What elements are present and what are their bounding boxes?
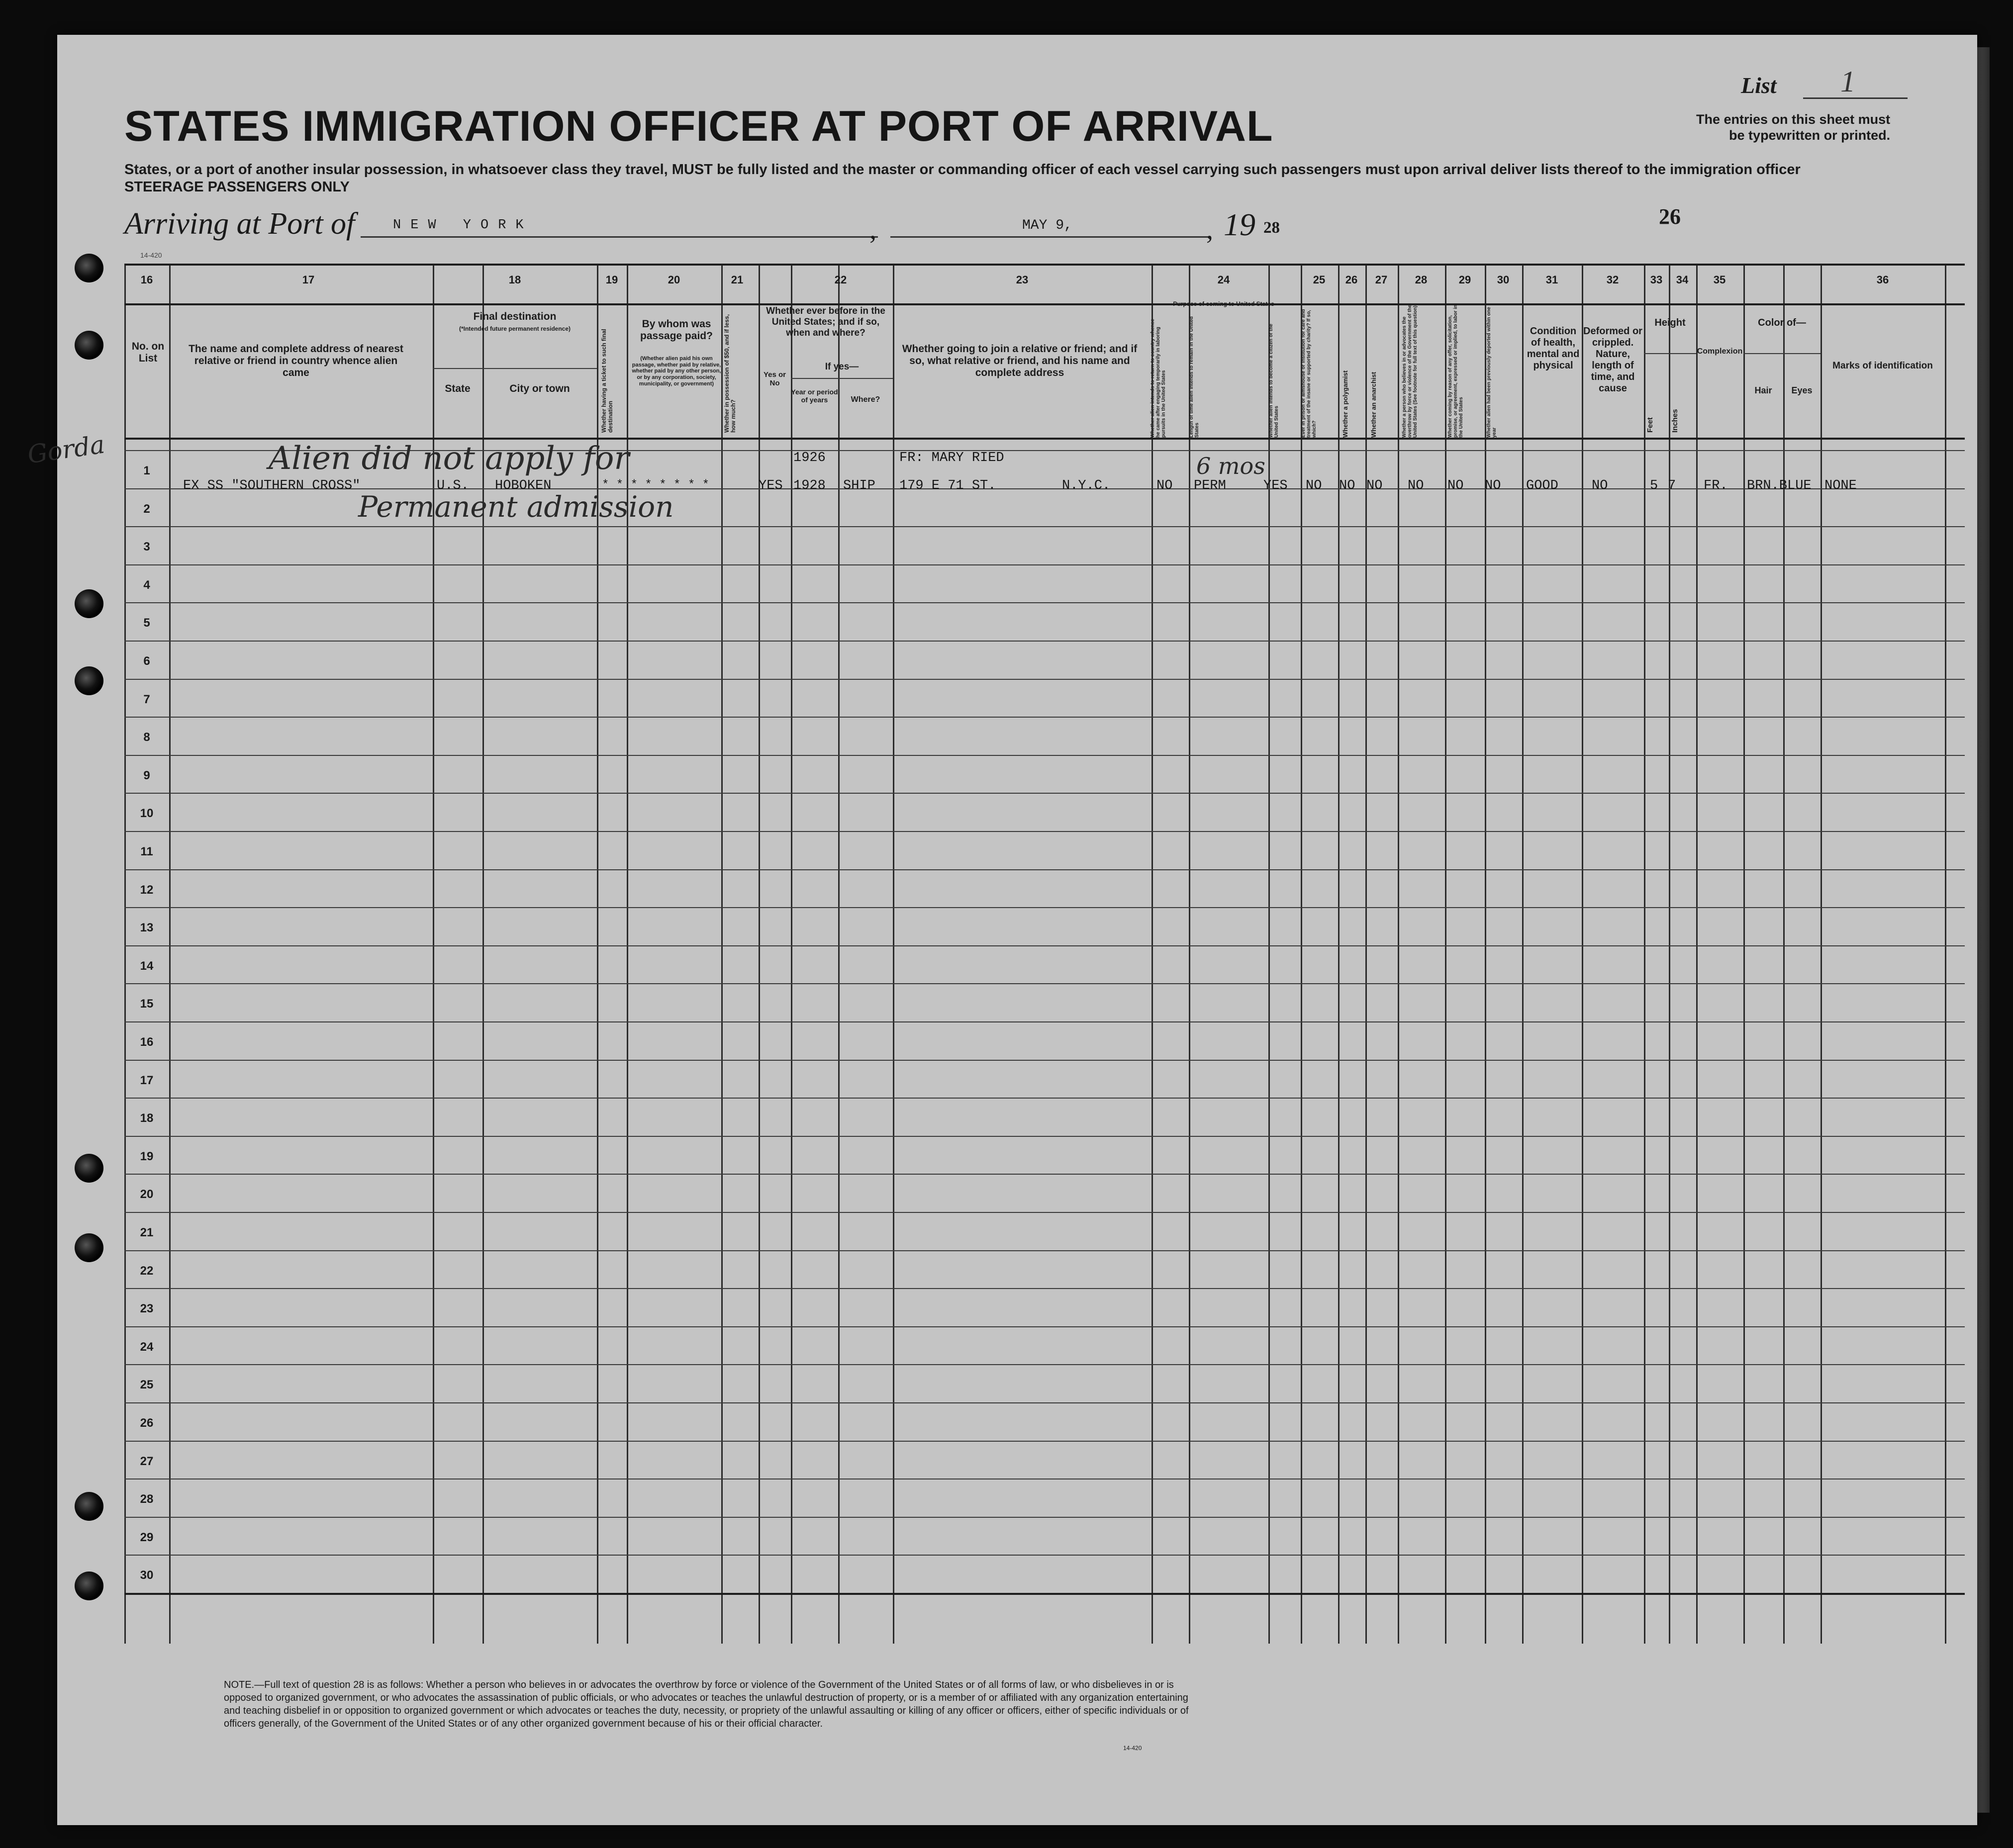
grid-row-line	[124, 1250, 1965, 1251]
list-underline	[1803, 97, 1908, 99]
header-feet: Feet	[1646, 417, 1654, 433]
entry-marks: NONE	[1824, 478, 1857, 493]
grid-row-line	[124, 869, 1965, 870]
list-label: List	[1741, 73, 1777, 98]
column-number: 26	[1345, 274, 1358, 286]
entry-city: HOBOKEN	[495, 478, 552, 493]
row-number: 6	[143, 654, 150, 668]
header-no-on-list: No. on List	[131, 341, 165, 365]
grid-row-line	[124, 831, 1965, 832]
grid-column-line	[1783, 264, 1785, 1644]
grid-row-line	[124, 1021, 1965, 1022]
column-number: 33	[1650, 274, 1663, 286]
grid-column-line	[1522, 264, 1524, 1644]
port-value: NEW YORK	[393, 218, 533, 233]
grid-row-line	[124, 983, 1965, 984]
row-number: 15	[140, 997, 154, 1011]
subheader-line	[791, 378, 893, 379]
column-number: 27	[1375, 274, 1388, 286]
grid-row-line	[124, 1555, 1965, 1556]
header-eyes: Eyes	[1791, 385, 1813, 395]
header-citizen: Whether alien intends to become a citizen of the United States	[1268, 324, 1279, 438]
grid-row-line	[124, 717, 1965, 718]
grid-column-line	[1945, 264, 1946, 1644]
grid-column-line	[1445, 264, 1446, 1644]
binder-hole	[75, 331, 103, 360]
entry-complexion: FR.	[1704, 478, 1728, 493]
grid-row-line	[124, 488, 1965, 489]
column-number: 20	[668, 274, 680, 286]
grid-row-line	[124, 1098, 1965, 1099]
grid-column-line	[169, 264, 171, 1644]
binder-hole	[75, 254, 103, 282]
header-health: Condition of health, mental and physical	[1527, 326, 1580, 371]
header-join-relative: Whether going to join a relative or friend; and if so, what relative or friend, and his name and complete address	[902, 343, 1138, 379]
grid-row-line	[124, 602, 1965, 603]
header-offer-labor: Whether coming by reason of any offer, solicitation, promise, or agreement, expressed or implied, to labor in the United States	[1447, 304, 1464, 438]
grid-row-line	[124, 264, 1965, 266]
column-number: 35	[1713, 274, 1726, 286]
grid-row-line	[124, 1212, 1965, 1213]
grid-row-line	[124, 1060, 1965, 1061]
row-number: 2	[143, 502, 150, 516]
grid-row-line	[124, 564, 1965, 565]
entry-prison: NO	[1306, 478, 1322, 493]
list-number: 1	[1840, 65, 1855, 98]
column-number: 24	[1217, 274, 1230, 286]
column-number: 30	[1497, 274, 1510, 286]
grid-row-line	[124, 907, 1965, 908]
grid-row-line	[124, 1364, 1965, 1365]
binder-hole	[75, 1154, 103, 1183]
column-number: 28	[1415, 274, 1428, 286]
grid-column-line	[1365, 264, 1367, 1644]
row-number: 3	[143, 540, 150, 554]
entry-state: U.S.	[437, 478, 469, 493]
manifest-table	[25, 264, 1965, 1644]
header-inches: Inches	[1671, 409, 1679, 433]
row-number: 4	[143, 578, 150, 592]
header-yes-no: Yes or No	[763, 370, 786, 388]
handwritten-length-note: 6 mos	[1196, 453, 1265, 479]
grid-column-line	[893, 264, 894, 1644]
row-number: 11	[140, 845, 153, 858]
grid-row-line	[124, 945, 1965, 946]
row-number: 9	[143, 769, 150, 782]
row-number: 1	[143, 464, 150, 477]
grid-column-line	[1268, 264, 1270, 1644]
page-title: STATES IMMIGRATION OFFICER AT PORT OF ARRIVAL	[124, 102, 1273, 150]
column-number: 29	[1458, 274, 1471, 286]
header-if-yes: If yes—	[825, 362, 859, 372]
row-number: 20	[140, 1188, 154, 1201]
handwritten-note-line2: Permanent admission	[358, 490, 674, 524]
grid-column-line	[1338, 264, 1340, 1644]
row-number: 10	[140, 807, 154, 820]
header-deported: Whether alien had been previously deported within one year	[1486, 307, 1497, 438]
entry-join-address: 179 E 71 ST.	[899, 478, 996, 493]
grid-column-line	[1669, 264, 1670, 1644]
binder-hole	[75, 666, 103, 695]
entry-relative: EX SS "SOUTHERN CROSS"	[183, 478, 361, 493]
header-deformed: Deformed or crippled. Nature, length of time, and cause	[1583, 326, 1642, 394]
entry-overthrow: NO	[1408, 478, 1424, 493]
header-marks: Marks of identification	[1832, 361, 1933, 371]
row-number: 25	[140, 1378, 154, 1391]
entry-ever-before: YES	[759, 478, 783, 493]
sheet-number: 26	[1659, 204, 1681, 229]
header-passage-paid: By whom was passage paid?	[640, 318, 713, 342]
entry-year: 1928	[793, 478, 826, 493]
year-suffix: 28	[1263, 219, 1280, 237]
entry-offer-labor: NO	[1447, 478, 1464, 493]
steerage-label: STEERAGE PASSENGERS ONLY	[124, 179, 350, 195]
header-complexion: Complexion	[1697, 347, 1743, 356]
row-number: 18	[140, 1111, 154, 1125]
column-number: 23	[1016, 274, 1029, 286]
entry-feet: 5	[1650, 478, 1658, 493]
entries-note	[1696, 112, 1890, 144]
grid-column-line	[838, 264, 840, 1644]
column-number: 22	[834, 274, 847, 286]
header-fifty-dollars: Whether in possession of $50, and if less, how much?	[723, 314, 737, 433]
column-number: 32	[1606, 274, 1619, 286]
separator-comma: ,	[1206, 214, 1213, 245]
binder-hole	[75, 1492, 103, 1521]
entry-deported: NO	[1485, 478, 1501, 493]
header-color: Color of—	[1758, 317, 1806, 328]
entry-intends-return: NO	[1156, 478, 1173, 493]
entry-deformed: NO	[1592, 478, 1608, 493]
column-number: 18	[508, 274, 521, 286]
header-height: Height	[1654, 317, 1686, 328]
header-anarchist: Whether an anarchist	[1370, 371, 1377, 438]
row-number: 8	[143, 731, 150, 744]
column-number: 34	[1676, 274, 1689, 286]
separator-comma: ,	[869, 214, 876, 245]
grid-column-line	[791, 264, 792, 1644]
grid-column-line	[1582, 264, 1583, 1644]
grid-row-line	[124, 1517, 1965, 1518]
row-number: 7	[143, 693, 150, 706]
row-number: 14	[140, 959, 154, 973]
grid-column-line	[1743, 264, 1745, 1644]
grid-column-line	[1821, 264, 1822, 1644]
date-underline	[890, 236, 1209, 238]
grid-row-line	[124, 1326, 1965, 1327]
grid-row-line	[124, 641, 1965, 642]
grid-column-line	[721, 264, 723, 1644]
subheader-line	[1743, 353, 1821, 354]
header-length-stay: Length of time alien intends to remain in the United States	[1189, 316, 1200, 438]
intro-text: States, or a port of another insular possession, in whatsoever class they travel, MUST be fully listed and the master or commanding officer of each vessel carrying such passengers must upon arrival deliver lists thereof to the immigration officer	[124, 162, 1801, 178]
grid-row-line	[124, 1288, 1965, 1289]
row-number: 5	[143, 616, 150, 630]
binder-hole	[75, 1571, 103, 1600]
header-final-destination-sub: (*Intended future permanent residence)	[459, 325, 571, 332]
entry-citizen: YES	[1263, 478, 1288, 493]
binder-hole	[75, 589, 103, 618]
column-number: 17	[302, 274, 315, 286]
grid-row-line	[124, 793, 1965, 794]
column-number: 21	[731, 274, 744, 286]
port-underline	[361, 236, 878, 238]
grid-row-line	[124, 526, 1965, 527]
grid-column-line	[1151, 264, 1153, 1644]
header-where: Where?	[851, 395, 880, 404]
entry-paid-marks: * * * * * * * *	[602, 478, 710, 492]
row-number: 12	[140, 883, 154, 897]
entries-note-line: be typewritten or printed.	[1729, 127, 1891, 143]
header-prison: Ever in prison or almshouse or institution for care and treatment of the insane or supported by charity? If so, which?	[1301, 309, 1317, 438]
header-ever-before: Whether ever before in the United States; and if so, when and where?	[766, 306, 885, 338]
column-number: 25	[1313, 274, 1326, 286]
grid-column-line	[1696, 264, 1698, 1644]
footnote-code: 14-420	[1123, 1745, 1142, 1752]
header-purpose: Purpose of coming to United States	[1173, 300, 1274, 307]
row-number: 22	[140, 1264, 154, 1278]
row-number: 28	[140, 1492, 154, 1506]
header-polygamist: Whether a polygamist	[1342, 370, 1349, 438]
entry-join-city: N.Y.C.	[1062, 478, 1111, 493]
subheader-line	[433, 368, 597, 369]
row-number: 24	[140, 1340, 154, 1354]
header-city: City or town	[509, 383, 570, 394]
entry-hair-eyes: BRN.BLUE	[1747, 478, 1812, 493]
header-passage-paid-sub: (Whether alien paid his own passage, whether paid by relative, whether paid by any other person, or by any corporation, society, municipality, or government)	[632, 356, 721, 387]
grid-row-line	[124, 438, 1965, 440]
row-number: 26	[140, 1416, 154, 1430]
header-relative-address: The name and complete address of nearest relative or friend in country whence alien came	[189, 343, 403, 379]
grid-column-line	[1301, 264, 1302, 1644]
grid-column-line	[1485, 264, 1486, 1644]
header-ticket: Whether having a ticket to such final destination	[600, 329, 614, 433]
grid-row-line	[124, 303, 1965, 305]
column-number: 31	[1545, 274, 1558, 286]
row-number: 27	[140, 1455, 154, 1468]
form-code: 14-420	[140, 251, 162, 259]
column-number: 36	[1876, 274, 1889, 286]
footnote: NOTE.—Full text of question 28 is as follows: Whether a person who believes in or advocates the overthrow by force or violence of the Government of the United States or of all forms of law, or who disbelieves in or is opposed to organized government, or who advocates the assassination of public officials, or who advocates or teaches the unlawful destruction of property, or is a member of or affiliated with any organization entertaining and teaching disbelief in or opposition to organized government or which advocates or teaches the duty, necessity, or propriety of the unlawful assaulting or killing of any officer or officers, either of specific individuals or of officers generally, of the Government of the United States or of any other organized government because of his or their official character.	[224, 1679, 1189, 1729]
header-year: Year or period of years	[791, 388, 838, 404]
handwritten-margin-note: Gorda	[25, 430, 107, 469]
grid-row-line	[124, 1593, 1965, 1595]
row-number: 17	[140, 1074, 154, 1087]
header-state: State	[445, 383, 471, 394]
grid-column-line	[1644, 264, 1645, 1644]
grid-row-line	[124, 1478, 1965, 1479]
grid-row-line	[124, 1441, 1965, 1442]
binder-hole	[75, 1233, 103, 1262]
arrival-date: MAY 9,	[1022, 218, 1072, 233]
grid-column-line	[759, 264, 760, 1644]
row-number: 21	[140, 1226, 154, 1239]
entry-join-name: FR: MARY RIED	[899, 451, 1004, 465]
column-number: 16	[140, 274, 153, 286]
year-prefix: 19	[1224, 207, 1255, 242]
entry-length-stay: PERM	[1194, 478, 1226, 493]
header-intends-return: Whether alien intends to return to country whence he came after engaging temporarily in laboring pursuits in the United States	[1150, 319, 1166, 438]
row-number: 23	[140, 1302, 154, 1315]
entry-polygamist: NO	[1339, 478, 1355, 493]
grid-row-line	[124, 1174, 1965, 1175]
arriving-port-label: Arriving at Port of	[124, 207, 355, 241]
grid-row-line	[124, 679, 1965, 680]
grid-row-line	[124, 1136, 1965, 1137]
entry-anarchist: NO	[1366, 478, 1383, 493]
column-number: 19	[605, 274, 618, 286]
grid-row-line	[124, 1402, 1965, 1403]
grid-column-line	[1398, 264, 1399, 1644]
header-final-destination: Final destination	[473, 311, 557, 322]
entry-year-above: 1926	[793, 451, 826, 465]
row-number: 13	[140, 921, 154, 934]
row-number: 29	[140, 1531, 154, 1544]
entry-inches: 7	[1668, 478, 1676, 493]
subheader-line	[1644, 353, 1696, 354]
row-number: 16	[140, 1035, 154, 1049]
entry-where: SHIP	[843, 478, 875, 493]
header-hair: Hair	[1754, 385, 1772, 395]
row-number: 19	[140, 1150, 154, 1163]
row-number: 30	[140, 1569, 154, 1582]
handwritten-note-line1: Alien did not apply for	[269, 440, 630, 477]
header-overthrow: Whether a person who believes in or advocates the overthrow by force or violence of the Government of the United States (See footnote for full text of this question)	[1402, 304, 1418, 438]
entry-health: GOOD	[1526, 478, 1558, 493]
entries-note-line: The entries on this sheet must	[1696, 112, 1891, 127]
grid-row-line	[124, 755, 1965, 756]
grid-column-line	[1189, 264, 1190, 1644]
